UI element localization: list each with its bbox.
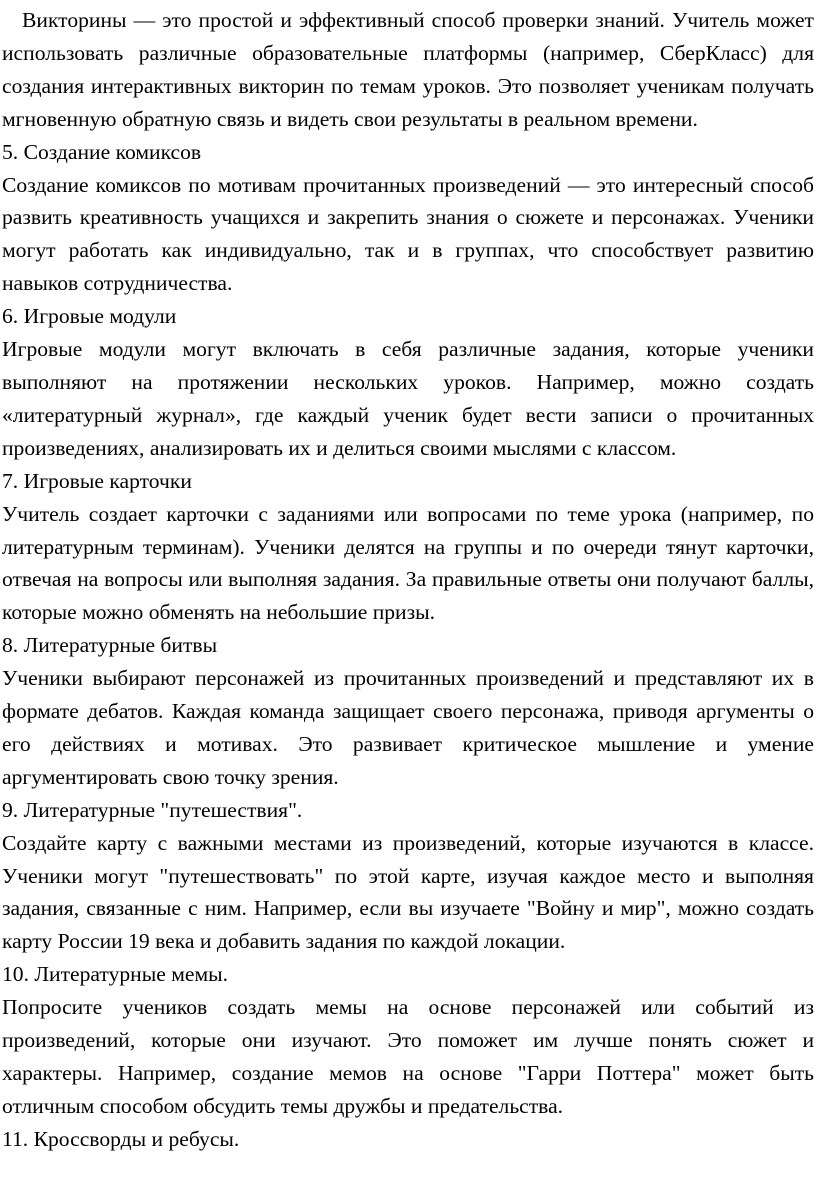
section-heading-crosswords: 11. Кроссворды и ребусы. [2,1126,240,1151]
section-heading-game-modules: 6. Игровые модули [2,304,177,329]
section-body-literary-journeys: Создайте карту с важными местами из произведений, которые изучаются в классе. Ученики могут "путешествовать" по этой карте, изучая каждое место и выполняя задания, связанные с ним. Например, если вы изучаете "Войну и мир", можно создать карту России 19 века и добавить задания по каждой локации. [2,830,814,954]
section-heading-comics: 5. Создание комиксов [2,139,202,164]
section-heading-literary-battles: 8. Литературные битвы [2,633,218,658]
section-body-literary-memes: Попросите учеников создать мемы на основе персонажей или событий из произведений, которые они изучают. Это поможет им лучше понять сюжет и характеры. Например, создание мемов на основе "Гарри Поттера" может быть отличным способом обсудить темы дружбы и предательства. [2,995,814,1118]
section-body-game-modules: Игровые модули могут включать в себя различные задания, которые ученики выполняют на протяжении нескольких уроков. Например, можно создать «литературный журнал», где каждый ученик будет вести записи о прочитанных произведениях, анализировать их и делиться своими мыслями с классом. [2,337,814,460]
section-heading-game-cards: 7. Игровые карточки [2,468,192,493]
section-heading-literary-journeys: 9. Литературные "путешествия". [2,797,303,822]
section-body-comics: Создание комиксов по мотивам прочитанных произведений — это интересный способ развить креативность учащихся и закрепить знания о сюжете и персонажах. Ученики могут работать как индивидуально, так и в группах, что способствует развитию навыков сотрудничества. [2,172,814,296]
section-heading-literary-memes: 10. Литературные мемы. [2,962,229,987]
section-body-literary-battles: Ученики выбирают персонажей из прочитанных произведений и представляют их в формате дебатов. Каждая команда защищает своего персонажа, приводя аргументы о его действиях и мотивах. Это развивает критическое мышление и умение аргументировать свою точку зрения. [2,666,814,789]
intro-paragraph: Викторины — это простой и эффективный способ проверки знаний. Учитель может использовать различные образовательные платформы (например, СберКласс) для создания интерактивных викторин по темам уроков. Это позволяет ученикам получать мгновенную обратную связь и видеть свои результаты в реальном времени. [2,8,814,131]
section-body-game-cards: Учитель создает карточки с заданиями или вопросами по теме урока (например, по литературным терминам). Ученики делятся на группы и по очереди тянут карточки, отвечая на вопросы или выполняя задания. За правильные ответы они получают баллы, которые можно обменять на небольшие призы. [2,501,814,625]
